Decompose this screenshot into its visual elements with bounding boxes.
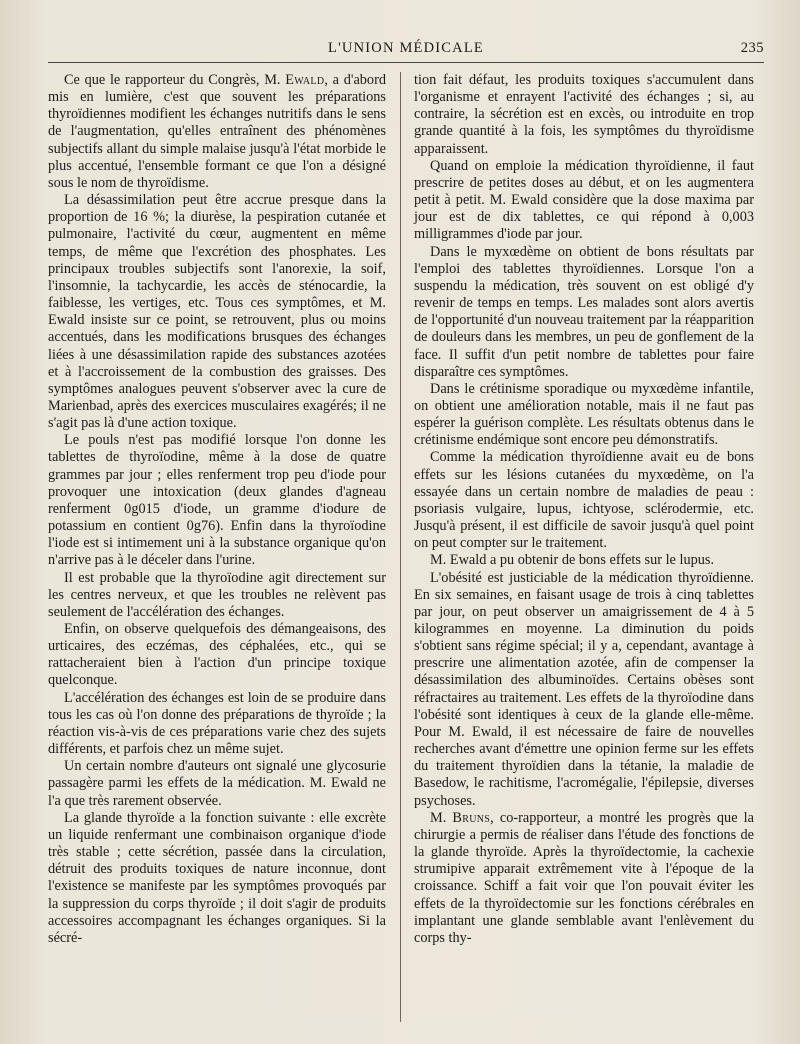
paragraph: Dans le myxœdème on obtient de bons résultats par l'emploi des tablettes thyroïdiennes. Lorsque l'on a suspendu la médication, très souvent on est obligé d'y revenir de temps en temps. Les malades sont alors avertis de l'opportunité d'un nouveau traitement par la réapparition de douleurs dans les membres, un peu de gonflement de la face. Il suffit d'un petit nombre de tablettes pour faire disparaître ces symptômes.	[414, 243, 754, 380]
paragraph: Il est probable que la thyroïodine agit directement sur les centres nerveux, et que les troubles ne relèvent pas seulement de l'accélération des échanges.	[48, 569, 386, 620]
page-header	[48, 36, 764, 64]
author-name: Bruns	[452, 809, 491, 826]
paragraph: Ce que le rapporteur du Congrès, M. Ewald, a d'abord mis en lumière, c'est que souvent les préparations thyroïdiennes modifient les échanges nutritifs dans le sens de l'augmentation, qu'elles entraînent des phénomènes subjectifs allant du simple malaise jusqu'à l'état morbide le plus accentué, l'ensemble formant ce que l'on a désigné sous le nom de thyroïdisme.	[48, 72, 386, 191]
paragraph: L'accélération des échanges est loin de se produire dans tous les cas où l'on donne des préparations de thyroïde ; la réaction vis-à-vis de ces préparations varie chez des sujets différents, et parfois chez un même sujet.	[48, 689, 386, 758]
paragraph: Comme la médication thyroïdienne avait eu de bons effets sur les lésions cutanées du myxœdème, on l'a essayée dans un certain nombre de maladies de peau : psoriasis vulgaire, lupus, ichtyose, sclérodermie, etc. Jusqu'à présent, il est difficile de savoir jusqu'à quel point on peut compter sur le traitement.	[414, 449, 754, 552]
running-title: L'UNION MÉDICALE	[328, 40, 484, 56]
paragraph: Enfin, on observe quelquefois des démangeaisons, des urticaires, des eczémas, des céphalées, etc., qui se rattacheraient bien à l'action d'un principe toxique quelconque.	[48, 621, 386, 689]
paragraph: Dans le crétinisme sporadique ou myxœdème infantile, on obtient une amélioration notable, mais il ne faut pas espérer la guérison complète. Les résultats obtenus dans le crétinisme endémique sont encore peu démonstratifs.	[414, 380, 754, 449]
paragraph: Le pouls n'est pas modifié lorsque l'on donne les tablettes de thyroïodine, même à la dose de quatre grammes par jour ; elles renferment trop peu d'iode pour provoquer une intoxication (deux glandes d'agneau renferment 0g015 d'iode, un gramme d'iodure de potassium en contient 0g76). Enfin dans la thyroïodine l'iode est si intimement uni à la substance organique qu'on n'arrive pas à le déceler dans l'urine.	[48, 432, 386, 569]
paragraph: Quand on emploie la médication thyroïdienne, il faut prescrire de petites doses au début, et on les augmentera petit à petit. M. Ewald considère que la dose maxima par jour est de dix tablettes, ce qui répond à 0,003 milligrammes d'iode par jour.	[414, 157, 754, 243]
paragraph: L'obésité est justiciable de la médication thyroïdienne. En six semaines, en faisant usage de trois à cinq tablettes par jour, on peut observer un amaigrissement de 4 à 5 kilogrammes en moyenne. La diminution du poids s'obtient sans régime spécial; il y a, cependant, avantage à prescrire une alimentation azotée, afin de compenser la désassimilation des albuminoïdes. Certains obèses sont réfractaires au traitement. Les effets de la thyroïodine dans l'obésité sont identiques à ceux de la glande elle-même. Pour M. Ewald, il est nécessaire de faire de nouvelles recherches avant d'émettre une opinion ferme sur les effets du traitement thyroïdien dans la tétanie, la maladie de Basedow, le rachitisme, l'acromégalie, l'épilepsie, diverses psychoses.	[414, 569, 754, 809]
column-divider	[400, 72, 401, 1022]
header-rule	[48, 62, 764, 63]
page-number: 235	[740, 40, 764, 56]
author-name: Ewald	[285, 72, 325, 88]
paragraph: Un certain nombre d'auteurs ont signalé une glycosurie passagère parmi les effets de la médication. M. Ewald ne l'a que très rarement observée.	[48, 758, 386, 809]
paragraph: La glande thyroïde a la fonction suivante : elle excrète un liquide renfermant une combinaison organique d'iode très stable ; cette sécrétion, passée dans la circulation, détruit des produits toxiques de nature inconnue, dont l'existence se manifeste par les symptômes provoqués par la suppression du corps thyroïde ; il doit s'agir de produits accessoires accompagnant les échanges organiques. Si la sécré-	[48, 809, 386, 946]
paragraph: M. Ewald a pu obtenir de bons effets sur le lupus.	[430, 552, 715, 569]
left-column	[48, 72, 386, 947]
right-column	[414, 72, 754, 947]
paragraph-continued: tion fait défaut, les produits toxiques s'accumulent dans l'organisme et enrayent l'activité des échanges ; si, au contraire, la sécrétion est en excès, ou introduite en trop grande quantité à la fois, les symptômes du thyroïdisme apparaissent.	[414, 72, 754, 157]
paragraph: M. Bruns, co-rapporteur, a montré les progrès que la chirurgie a permis de réaliser dans l'étude des fonctions de la glande thyroïde. Après la thyroïdectomie, la cachexie strumipive apparait extrêmement vite à l'époque de la croissance. Schiff a fait voir que l'on pouvait éviter les effets de la thyroïdectomie sur les fonctions cérébrales en implantant une glande semblable avant l'enlèvement du corps thy-	[414, 809, 754, 946]
paragraph: La désassimilation peut être accrue presque dans la proportion de 16 %; la diurèse, la pespiration cutanée et pulmonaire, l'activité du cœur, augmentent en même temps, de même que l'excrétion des phosphates. Les principaux troubles subjectifs sont l'anorexie, la soif, l'insomnie, la tachycardie, les accès de sténocardie, la faiblesse, les vertiges, etc. Tous ces symptômes, et M. Ewald insiste sur ce point, se retrouvent, plus ou moins accentués, dans les modifications brusques des échanges liées à une désassimilation rapide des substances azotées et à l'accroissement de la combustion des graisses. Des symptômes analogues peuvent s'observer avec la cure de Marienbad, après des exercices musculaires exagérés; il ne s'agit pas là d'une action toxique.	[48, 192, 386, 432]
